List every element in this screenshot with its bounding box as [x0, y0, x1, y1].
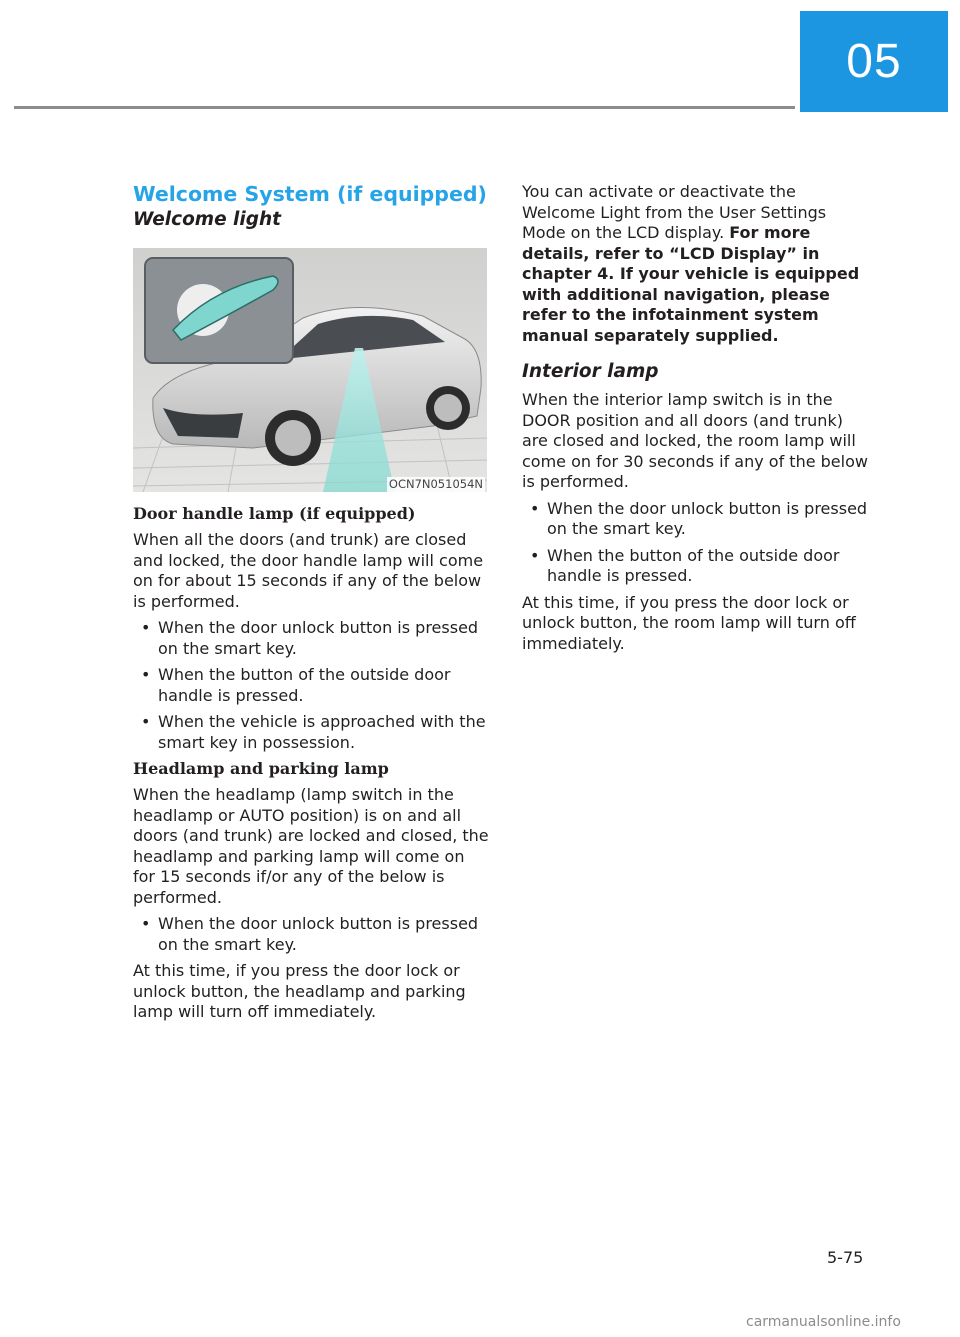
left-column — [133, 180, 489, 1029]
figure-caption: OCN7N051054N — [388, 477, 483, 491]
interior-list — [522, 499, 872, 587]
car-illustration — [133, 248, 487, 492]
door-handle-heading: Door handle lamp (if equipped) — [133, 504, 416, 523]
chapter-tab — [800, 11, 948, 112]
page-number: 5-75 — [827, 1248, 864, 1267]
list-item: • When the door unlock button is pressed on the smart key. — [133, 618, 489, 659]
interior-intro: When the interior lamp switch is in the DOOR position and all doors (and trunk) are closed and locked, the room lamp will come on for 30 seconds if any of the below is performed. — [522, 390, 868, 491]
activate-paragraph — [522, 182, 872, 346]
interior-lamp-title: Interior lamp — [522, 361, 659, 382]
headlamp-heading: Headlamp and parking lamp — [133, 759, 389, 778]
activate-bold-text: For more details, refer to “LCD Display” in chapter 4. If your vehicle is equipped with additional navigation, please refer to the infotainment system manual separately supplied. — [522, 223, 860, 345]
headlamp-outro: At this time, if you press the door lock or unlock button, the headlamp and parking lamp will turn off immediately. — [133, 961, 466, 1021]
activate-text: You can activate or deactivate the Welcome Light from the User Settings Mode on the LCD display. — [522, 182, 827, 242]
header-rule — [14, 106, 795, 109]
chapter-number: 05 — [846, 35, 902, 88]
headlamp-list — [133, 914, 489, 955]
headlamp-intro: When the headlamp (lamp switch in the headlamp or AUTO position) is on and all doors (and trunk) are locked and closed, the headlamp and parking lamp will come on for 15 seconds if/or any of the below is performed. — [133, 785, 489, 907]
interior-outro: At this time, if you press the door lock or unlock button, the room lamp will turn off immediately. — [522, 592, 856, 653]
welcome-light-title: Welcome light — [133, 209, 281, 230]
list-item: • When the vehicle is approached with the smart key in possession. — [133, 712, 489, 753]
door-handle-intro: When all the doors (and trunk) are closed and locked, the door handle lamp will come on for about 15 seconds if any of the below is performed. — [133, 530, 484, 611]
list-item: • When the button of the outside door handle is pressed. — [133, 665, 489, 706]
list-item: • When the button of the outside door handle is pressed. — [522, 546, 872, 587]
welcome-light-figure — [133, 248, 487, 492]
door-handle-list — [133, 618, 489, 753]
list-item: • When the door unlock button is pressed on the smart key. — [133, 914, 489, 955]
watermark[interactable]: carmanualsonline.info — [746, 1314, 901, 1330]
list-item: • When the door unlock button is pressed on the smart key. — [522, 499, 872, 540]
right-column — [522, 182, 872, 660]
section-title: Welcome System (if equipped) — [133, 182, 487, 206]
